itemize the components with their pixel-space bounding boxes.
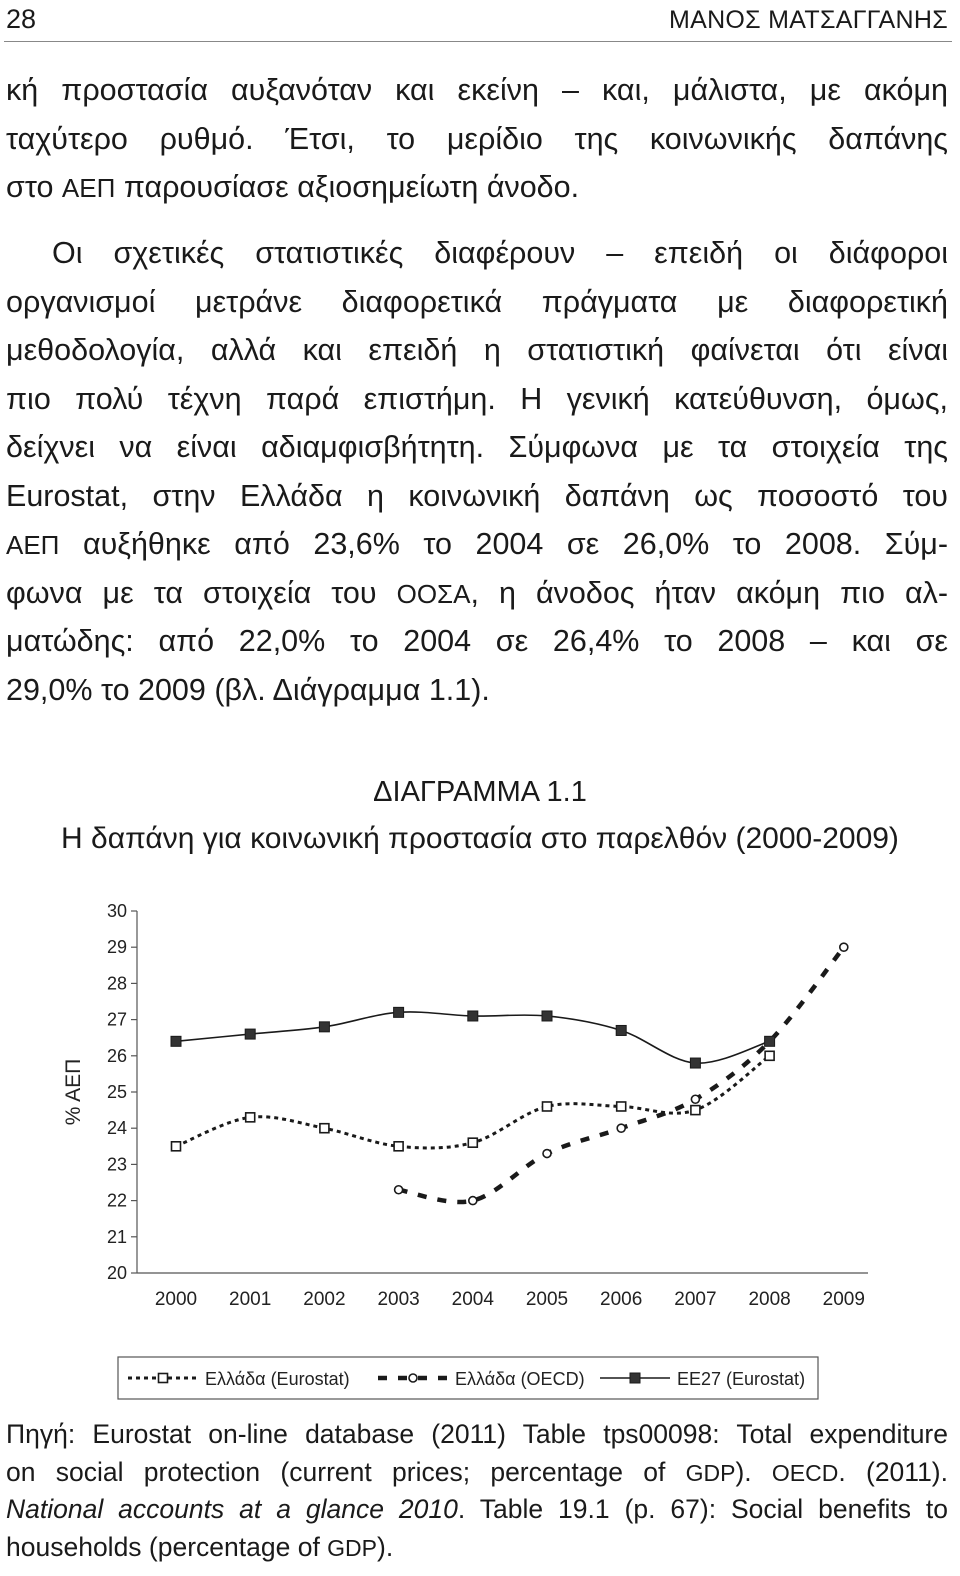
publication-title: National accounts at a glance 2010 (6, 1494, 458, 1524)
chart-axes (62, 901, 868, 1310)
text-line: ΑΕΠ αυξήθηκε από 23,6% το 2004 σε 26,0% το 2008. Σύμ- (6, 527, 948, 561)
y-tick-label: 30 (106, 901, 127, 921)
text-line: δείχνει να είναι αδιαμφισβήτητη. Σύμφωνα με τα στοιχεία της (6, 430, 948, 464)
page-number: 28 (6, 4, 37, 34)
x-tick-label: 2000 (154, 1289, 198, 1310)
x-tick-label: 2006 (600, 1289, 643, 1310)
source-line: on social protection (current prices; percentage of GDP). OECD. (2011). (6, 1456, 948, 1487)
series-0-point (765, 1051, 774, 1060)
text-line: πιο πολύ τέχνη παρά επιστήμη. Η γενική κατεύθυνση, όμως, (6, 381, 948, 416)
y-axis-title: % ΑΕΠ (62, 1058, 85, 1126)
series-2-point (394, 1007, 404, 1017)
text-line: Eurostat, στην Ελλάδα η κοινωνική δαπάνη ως ποσοστό του (6, 478, 948, 513)
source-note (6, 1416, 948, 1566)
series-2-point (245, 1029, 255, 1039)
chart-plot-area (171, 943, 848, 1204)
legend-label: Ελλάδα (OECD) (455, 1369, 585, 1389)
x-tick-label: 2003 (377, 1289, 420, 1310)
series-2-point (616, 1025, 626, 1035)
y-tick-label: 29 (106, 937, 127, 958)
y-tick-label: 24 (106, 1118, 127, 1139)
series-2-point (319, 1022, 329, 1032)
series-1-point (395, 1186, 403, 1194)
source-line: National accounts at a glance 2010. Table 19.1 (p. 67): Social benefits to (6, 1494, 948, 1524)
series-0-point (320, 1124, 329, 1133)
source-line: Πηγή: Eurostat on-line database (2011) Table tps00098: Total expenditure (6, 1419, 948, 1449)
figure-caption: Η δαπάνη για κοινωνική προστασία στο παρελθόν (2000-2009) (61, 822, 899, 855)
figure-label: ΔΙΑΓΡΑΜΜΑ 1.1 (373, 776, 587, 808)
legend-swatch-marker (409, 1374, 417, 1382)
series-line-1 (399, 947, 844, 1202)
x-tick-label: 2008 (748, 1289, 791, 1310)
series-2-point (765, 1036, 775, 1046)
legend-label: ΕΕ27 (Eurostat) (677, 1369, 806, 1389)
text-line: φωνα με τα στοιχεία του ΟΟΣΑ, η άνοδος ήταν ακόμη πιο αλ- (6, 575, 949, 610)
y-tick-label: 25 (106, 1082, 127, 1102)
series-0-point (617, 1102, 626, 1111)
x-tick-label: 2002 (303, 1289, 346, 1310)
y-tick-label: 23 (106, 1154, 127, 1175)
legend-swatch-marker (159, 1374, 168, 1383)
paragraph-2 (6, 229, 948, 714)
header-rule (4, 41, 952, 42)
y-tick-label: 21 (106, 1226, 127, 1247)
x-tick-label: 2004 (451, 1289, 494, 1310)
text-line: οργανισμοί μετράνε διαφορετικά πράγματα με διαφορετική (6, 284, 948, 319)
series-0-point (394, 1142, 403, 1151)
y-tick-label: 22 (106, 1190, 127, 1211)
text-line: κή προστασία αυξανόταν και εκείνη – και, μάλιστα, με ακόμη (6, 73, 948, 107)
y-tick-label: 28 (106, 973, 127, 994)
legend-swatch-marker (630, 1373, 640, 1383)
series-1-point (469, 1197, 477, 1205)
text-line: 29,0% το 2009 (βλ. Διάγραμμα 1.1). (6, 672, 490, 707)
series-0-point (543, 1102, 552, 1111)
y-tick-label: 26 (106, 1045, 127, 1066)
source-line: households (percentage of GDP). (6, 1531, 394, 1562)
series-2-point (542, 1011, 552, 1021)
y-tick-label: 20 (106, 1263, 127, 1283)
x-tick-label: 2007 (674, 1289, 717, 1310)
series-2-point (468, 1011, 478, 1021)
running-header-author: ΜΑΝΟΣ ΜΑΤΣΑΓΓΑΝΗΣ (668, 6, 948, 34)
series-0-point (691, 1106, 700, 1115)
series-0-point (172, 1142, 181, 1151)
series-1-point (543, 1150, 551, 1158)
series-2-point (690, 1058, 700, 1068)
series-1-point (617, 1124, 625, 1132)
series-0-point (246, 1113, 255, 1122)
text-line: ταχύτερο ρυθμό. Έτσι, το μερίδιο της κοινωνικής δαπάνης (6, 121, 948, 156)
text-line: μεθοδολογία, αλλά και επειδή η στατιστική φαίνεται ότι είναι (6, 333, 948, 367)
series-line-0 (176, 1056, 770, 1148)
chart-legend (118, 1357, 818, 1399)
paragraph-1 (6, 66, 948, 212)
text-line: στο ΑΕΠ παρουσίασε αξιοσημείωτη άνοδο. (6, 170, 580, 204)
series-2-point (171, 1036, 181, 1046)
series-1-point (691, 1095, 699, 1103)
text-line: Οι σχετικές στατιστικές διαφέρουν – επειδή οι διάφοροι (52, 236, 948, 270)
series-1-point (840, 943, 848, 951)
line-chart (0, 880, 960, 1410)
x-tick-label: 2001 (229, 1289, 272, 1310)
text-line: ματώδης: από 22,0% το 2004 σε 26,4% το 2008 – και σε (6, 624, 948, 658)
x-tick-label: 2009 (822, 1289, 865, 1310)
series-0-point (468, 1138, 477, 1147)
y-tick-label: 27 (106, 1009, 127, 1030)
legend-label: Ελλάδα (Eurostat) (205, 1369, 350, 1389)
x-tick-label: 2005 (525, 1289, 569, 1310)
